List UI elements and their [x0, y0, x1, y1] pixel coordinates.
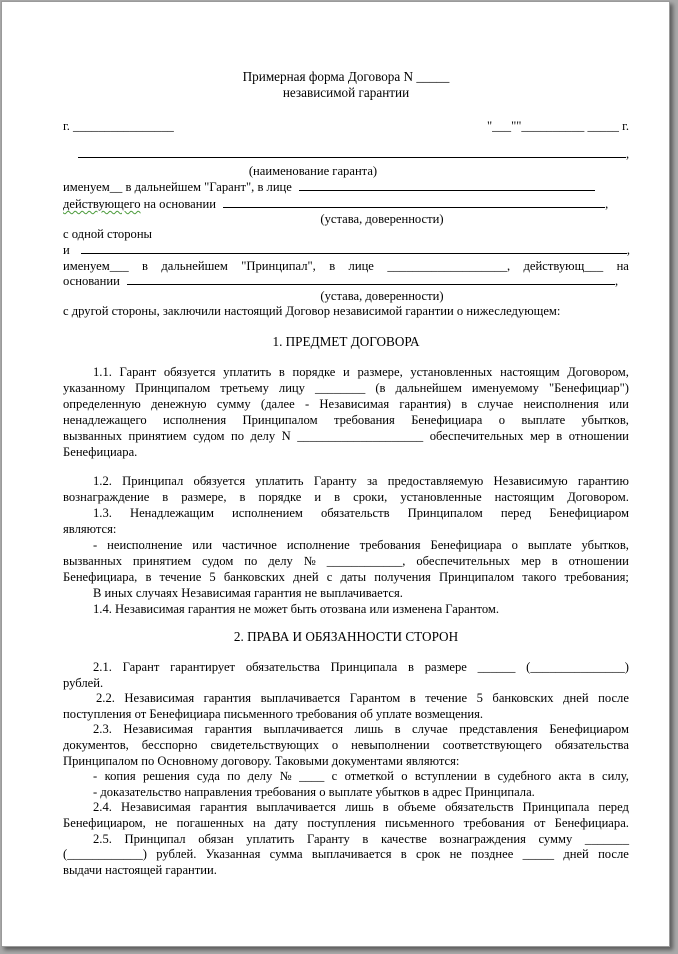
section1-word: в	[239, 490, 246, 505]
section1-word: Ненадлежащим	[129, 506, 214, 521]
section2-line	[93, 660, 629, 674]
section2-word: качестве	[380, 831, 427, 846]
section1-line	[63, 570, 629, 584]
section1-word: Принципал	[122, 474, 184, 489]
section2-word: случае	[412, 722, 448, 737]
guarantor-basis-line: действующего на основании ,	[63, 197, 609, 211]
section1-word: N	[281, 428, 291, 443]
section2-line	[93, 800, 629, 814]
section2-word: (_______________)	[526, 660, 629, 674]
principal-basis-word: основании	[63, 274, 120, 288]
section2-word: обязан	[198, 831, 234, 846]
section1-word: делу	[268, 553, 293, 568]
section1-word: выплате	[521, 412, 566, 427]
city-field: г. ________________	[63, 119, 174, 133]
section2-word: копия	[104, 769, 136, 784]
section1-word: Независимая	[319, 396, 390, 411]
section1-word: в	[162, 490, 169, 505]
section1-word: №	[303, 553, 316, 568]
section2-word: дней	[563, 847, 589, 862]
section2-word: на	[253, 816, 266, 830]
section1-word: в	[334, 490, 341, 505]
principal-word-1: именуем___	[63, 259, 129, 273]
section1-word: убытков,	[581, 538, 629, 552]
section2-word: обязательств	[444, 800, 514, 815]
section2-word: поступления	[307, 816, 376, 830]
section1-word: требования;	[564, 569, 629, 584]
section2-word: Принципал	[124, 831, 186, 846]
section2-word: 2.5.	[93, 831, 112, 846]
section2-word: в	[394, 722, 401, 737]
section1-word: настоящим	[494, 490, 555, 505]
section2-word: от	[533, 816, 546, 830]
section1-word: Бенефициара,	[63, 569, 138, 584]
section1-word: Независимую	[493, 474, 568, 489]
section1-word: 1.3.	[93, 506, 112, 521]
section2-word: выплачивается	[311, 847, 392, 862]
section2-line	[93, 722, 629, 736]
section2-word: в	[484, 769, 491, 784]
section1-word: требования	[333, 412, 395, 427]
section1-word: обеспечительных	[429, 428, 524, 443]
section1-word: принятием	[128, 428, 187, 443]
section2-word: ______	[477, 660, 516, 674]
section2-line: рублей.	[63, 675, 104, 690]
principal-word-5: в	[329, 259, 336, 273]
section2-word: Гарант	[122, 660, 160, 674]
section2-word: течение	[425, 691, 468, 706]
section1-word: дней	[293, 569, 319, 584]
section2-word: представления	[459, 722, 538, 737]
principal-named-line	[63, 259, 629, 273]
section2-word: 2.2.	[96, 691, 115, 706]
principal-word-4: "Принципал",	[241, 259, 316, 273]
section2-word: бесспорно	[141, 738, 198, 752]
principal-word-2: в	[142, 259, 148, 273]
section1-word: 5	[209, 569, 216, 584]
section1-word: ____________,	[326, 553, 406, 568]
section1-word: Принципалом	[242, 412, 318, 427]
section2-word: свидетельствующих	[210, 738, 319, 752]
section2-word: Бенефициаром,	[63, 816, 146, 830]
section1-word: порядке	[258, 490, 302, 505]
section1-word: в	[278, 365, 285, 379]
section2-word: выплачивается	[260, 691, 341, 706]
section1-word: вызванных	[63, 428, 122, 443]
section1-word: с	[326, 569, 333, 584]
guarantor-name-line: ,	[63, 147, 629, 161]
section1-word: Принципалом	[407, 506, 483, 521]
section2-word: _______	[584, 831, 629, 846]
section1-word: обязуется	[193, 474, 246, 489]
section1-word: и	[314, 490, 322, 505]
other-side-text: с другой стороны, заключили настоящий Договор независимой гарантии о нижеследующем:	[63, 304, 561, 318]
section1-word: судом	[193, 428, 225, 443]
section2-word: документов,	[63, 738, 129, 752]
section2-word: размере	[424, 660, 467, 674]
section1-word: или	[192, 538, 213, 552]
section1-line	[93, 538, 629, 552]
section1-word: по	[231, 428, 245, 443]
section1-word: неисполнение	[107, 538, 183, 552]
section2-word: гарантирует	[170, 660, 236, 674]
section1-word: указанному	[63, 380, 126, 395]
section1-line: Бенефициара.	[63, 444, 138, 459]
section1-word: о	[511, 538, 518, 552]
section2-word: соответствующего	[442, 738, 542, 752]
section1-word: за	[366, 474, 378, 489]
section2-word: 5	[476, 691, 483, 706]
section1-word: гарантию	[577, 474, 629, 489]
principal-basis-caption: (устава, доверенности)	[320, 289, 444, 303]
guarantor-basis-caption: (устава, доверенности)	[320, 212, 444, 226]
section2-word: сумму	[538, 831, 573, 846]
section2-word: позднее	[471, 847, 514, 862]
section2-word: выплачивается	[263, 722, 344, 737]
section1-word: установленные	[400, 490, 482, 505]
section2-word: в	[400, 847, 407, 862]
section1-word: о	[498, 412, 506, 427]
principal-word-7: ___________________,	[387, 259, 511, 273]
section2-word: -	[93, 769, 98, 784]
section1-word: исполнение	[286, 538, 350, 552]
section2-word: лишь	[345, 800, 374, 815]
section2-word: в	[408, 660, 414, 674]
section2-word: вступлении	[414, 769, 477, 784]
contract-subtitle: независимой гарантии	[282, 85, 410, 100]
section1-line	[93, 506, 629, 520]
section2-line	[93, 832, 629, 846]
principal-basis-blank	[127, 274, 615, 285]
section2-word: погашенных	[176, 816, 244, 830]
section1-word: (в	[375, 380, 386, 395]
section1-word: убытков,	[581, 412, 629, 427]
section1-word: течение	[159, 569, 202, 584]
section1-word: настоящим	[500, 365, 560, 379]
principal-word-6: лице	[348, 259, 374, 273]
section1-line	[93, 474, 629, 488]
section2-word: банковских	[492, 691, 554, 706]
principal-name-line: и ,	[63, 243, 631, 257]
section2-word: невыполнении	[351, 738, 430, 752]
section2-word: не	[155, 816, 168, 830]
section2-word: дату	[274, 816, 299, 830]
section2-line	[63, 738, 629, 752]
section1-word: гарантия)	[399, 396, 451, 411]
principal-name-blank	[81, 243, 627, 254]
section1-word: и	[343, 365, 350, 379]
section1-word: случае	[477, 396, 514, 411]
section1-line	[63, 554, 629, 568]
section1-word: размере,	[357, 365, 403, 379]
section2-line	[93, 769, 629, 783]
section2-line	[63, 816, 629, 830]
section2-word: Независимая	[121, 800, 191, 815]
section1-word: вознаграждение	[63, 490, 150, 505]
section1-word: или	[609, 396, 629, 411]
section2-word: 2.4.	[93, 800, 112, 815]
section2-word: делу	[247, 769, 273, 784]
section2-line: поступления от Бенефициара письменного требования об уплате возмещения.	[63, 706, 484, 721]
section1-word: частичное	[222, 538, 277, 552]
principal-word-9: на	[616, 259, 629, 273]
section1-word: в	[145, 569, 152, 584]
section2-word: судебного	[497, 769, 552, 784]
section1-word: размере,	[181, 490, 227, 505]
section1-word: уплатить	[255, 474, 304, 489]
section1-word: 1.1.	[93, 365, 112, 379]
section2-line: - доказательство направления требования о выплате убытков в адрес Принципала.	[93, 784, 535, 799]
section1-word: "Бенефициар")	[548, 380, 629, 395]
section2-word: Бенефициара.	[554, 816, 629, 830]
section1-word: обязательств	[320, 506, 390, 521]
section1-line: В иных случаях Независимая гарантия не выплачивается.	[93, 585, 403, 600]
section1-word: Договором.	[567, 490, 629, 505]
section2-word: уплатить	[246, 831, 295, 846]
section1-word: банковских	[223, 569, 285, 584]
section1-word: Принципалом	[135, 380, 211, 395]
guarantor-name-caption: (наименование гаранта)	[248, 164, 378, 178]
section2-word: гарантия	[203, 691, 252, 706]
section2-word: по	[227, 769, 241, 784]
section1-word: отношении	[568, 553, 629, 568]
section1-word: 1.2.	[93, 474, 112, 489]
and-word: и	[63, 243, 70, 257]
section2-word: в	[382, 800, 389, 815]
section2-line	[63, 847, 629, 861]
section1-word: исполнения	[163, 412, 227, 427]
section2-word: письменного	[385, 816, 455, 830]
section1-word: денежную	[151, 396, 207, 411]
section1-word: сроки,	[353, 490, 388, 505]
section2-word: не	[449, 847, 462, 862]
section2-word: объеме	[397, 800, 436, 815]
section2-word: _____	[522, 847, 555, 862]
section2-word: силу,	[602, 769, 629, 784]
section1-line	[63, 397, 629, 411]
section2-word: о	[401, 769, 408, 784]
section1-word: (далее	[260, 396, 295, 411]
section2-word: Независимая	[123, 722, 194, 737]
section2-word: №	[279, 769, 292, 784]
section2-word: рублей.	[156, 847, 197, 862]
section2-word: перед	[598, 800, 629, 815]
section2-word: срок	[415, 847, 441, 862]
section2-word: после	[598, 847, 629, 862]
section2-word: сумма	[269, 847, 303, 862]
section1-word: обеспечительных	[416, 553, 511, 568]
section2-word: с	[331, 769, 338, 784]
section1-line	[63, 490, 629, 504]
section2-word: лишь	[354, 722, 384, 737]
guarantor-named-text: именуем__ в дальнейшем "Гарант", в лице	[63, 180, 292, 194]
section2-word: в	[588, 769, 595, 784]
section1-word: в	[551, 553, 558, 568]
section1-line	[63, 381, 629, 395]
guarantor-name-blank	[78, 147, 626, 158]
section1-word: именуемому	[471, 380, 539, 395]
guarantor-representative-blank	[299, 180, 595, 191]
section2-line	[96, 691, 629, 705]
section1-word: такого	[522, 569, 557, 584]
section1-word: отношении	[568, 428, 629, 443]
section2-word: обязательства	[245, 660, 320, 674]
section1-word: обязуется	[163, 365, 216, 379]
section2-word: требования	[463, 816, 525, 830]
section1-word: в	[556, 428, 563, 443]
section2-word: Гарантом	[349, 691, 401, 706]
section1-word: Бенефициара	[411, 412, 483, 427]
section2-word: Бенефициаром	[549, 722, 629, 737]
section2-word: 2.3.	[93, 722, 112, 737]
section1-word: делу	[250, 428, 276, 443]
section1-word: в	[461, 396, 468, 411]
section2-heading: 2. ПРАВА И ОБЯЗАННОСТИ СТОРОН	[233, 629, 459, 644]
section1-word: выплате	[527, 538, 572, 552]
section2-word: после	[598, 691, 629, 706]
guarantor-named-line	[63, 180, 629, 194]
section1-word: Принципалом	[438, 569, 515, 584]
section2-word: акта	[558, 769, 582, 784]
section2-word: обязательства	[554, 738, 629, 752]
section1-word: вызванных	[63, 553, 122, 568]
section1-word: -	[93, 538, 98, 552]
section2-word: Принципала	[330, 660, 398, 674]
section2-word: выплачивается	[256, 800, 336, 815]
principal-word-3: дальнейшем	[161, 259, 228, 273]
section1-word: Бенефициаром	[549, 506, 629, 521]
principal-word-8: действующ___	[523, 259, 604, 273]
section1-word: перед	[500, 506, 532, 521]
section1-word: -	[304, 396, 310, 411]
section1-line	[63, 413, 629, 427]
section1-word: мер	[521, 553, 541, 568]
acting-word: действующего	[63, 197, 141, 211]
section2-word: Указанная	[205, 847, 261, 862]
section1-line	[93, 365, 629, 379]
section1-word: даты	[340, 569, 367, 584]
section1-heading: 1. ПРЕДМЕТ ДОГОВОРА	[272, 334, 420, 349]
section2-word: Независимая	[124, 691, 195, 706]
section2-word: ____	[299, 769, 325, 784]
document-page	[1, 1, 670, 947]
section2-word: в	[362, 831, 369, 846]
one-side-text: с одной стороны	[63, 227, 153, 241]
section1-word: Гарант	[119, 365, 157, 379]
section2-word: о	[331, 738, 339, 752]
section2-word: гарантия	[199, 800, 248, 815]
section1-word: ____________________	[297, 428, 424, 443]
principal-basis-line: основании ,	[63, 274, 619, 288]
acting-rest: на основании	[140, 197, 216, 211]
section2-word: Гаранту	[306, 831, 350, 846]
section1-word: порядке	[292, 365, 336, 379]
section1-word: определенную	[63, 396, 141, 411]
section2-line: выдачи настоящей гарантии.	[63, 862, 217, 877]
contract-title: Примерная форма Договора N _____	[242, 69, 450, 84]
section2-word: суда	[196, 769, 220, 784]
section2-word: Принципала	[522, 800, 590, 815]
section1-line: 1.4. Независимая гарантия не может быть отозвана или изменена Гарантом.	[93, 601, 500, 616]
section1-word: Договором,	[567, 365, 629, 379]
section1-word: Бенефициара	[430, 538, 502, 552]
section2-word: 2.1.	[93, 660, 112, 674]
section2-word: вознаграждения	[439, 831, 526, 846]
section1-word: ненадлежащего	[63, 412, 147, 427]
date-field: "___""__________ _____ г.	[487, 119, 629, 133]
section1-word: ________	[314, 380, 366, 395]
section1-word: судом	[201, 553, 234, 568]
section1-word: третьему	[220, 380, 269, 395]
section2-word: гарантия	[204, 722, 252, 737]
section2-word: решения	[143, 769, 190, 784]
section1-word: получения	[374, 569, 431, 584]
section1-line: являются:	[63, 522, 117, 537]
section1-word: уплатить	[223, 365, 272, 379]
section1-word: сумму	[216, 396, 251, 411]
section1-word: предоставляемую	[387, 474, 484, 489]
section1-word: исполнением	[232, 506, 303, 521]
section1-word: по	[244, 553, 258, 568]
section1-word: принятием	[132, 553, 192, 568]
place-date-line	[63, 119, 629, 133]
section2-word: в	[409, 691, 416, 706]
section1-line	[63, 429, 629, 443]
section1-word: установленных	[410, 365, 493, 379]
section1-word: лицу	[278, 380, 305, 395]
section1-word: Гаранту	[313, 474, 357, 489]
section2-word: отметкой	[344, 769, 394, 784]
section1-word: неисполнения	[523, 396, 599, 411]
guarantor-basis-blank	[223, 197, 605, 208]
section1-word: дальнейшем	[395, 380, 462, 395]
section1-word: требования	[359, 538, 421, 552]
section2-word: (____________)	[63, 847, 147, 862]
section1-word: мер	[529, 428, 550, 443]
section2-word: дней	[563, 691, 589, 706]
section2-line: Принципалом по Основному договору. Таковыми документами являются:	[63, 753, 460, 768]
